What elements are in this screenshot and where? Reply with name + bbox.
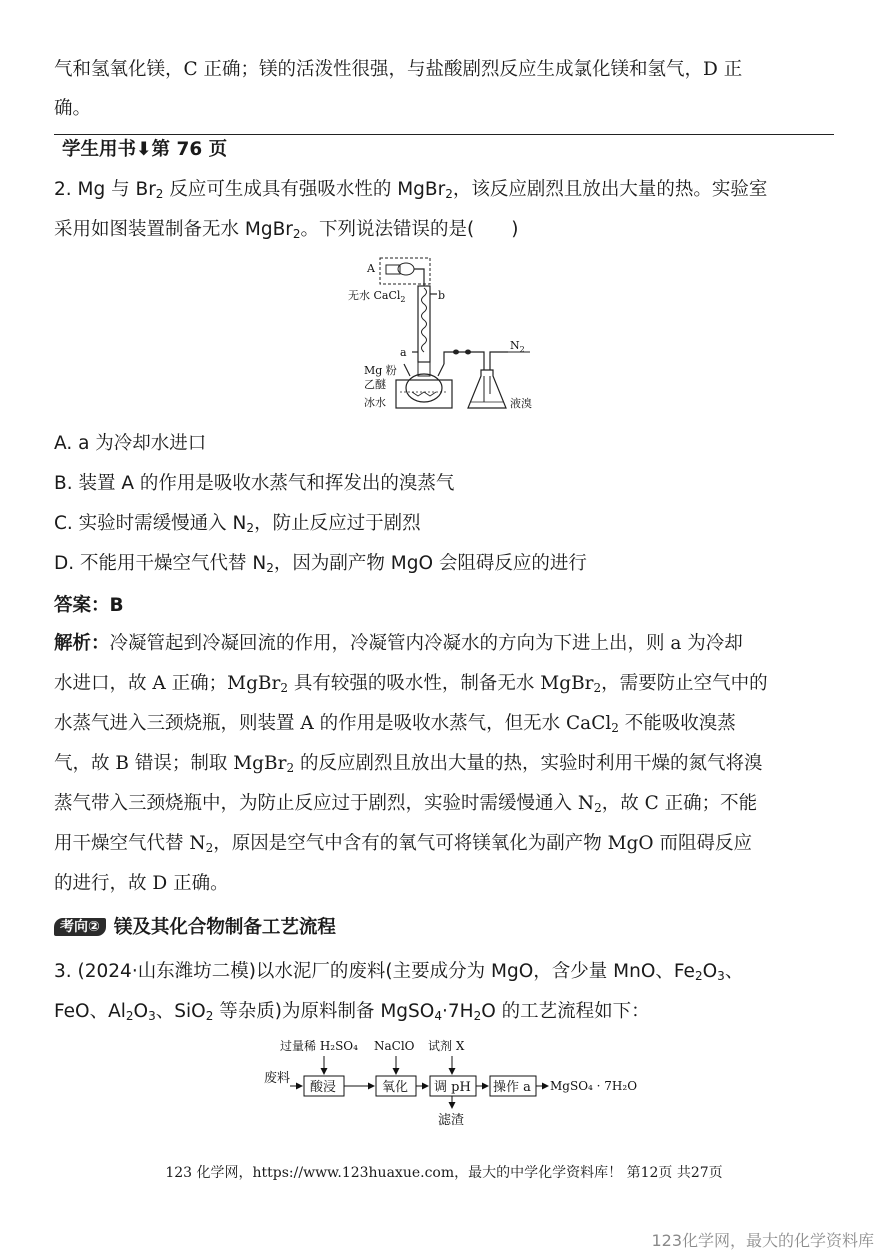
topic-header: 考向② 镁及其化合物制备工艺流程: [54, 916, 844, 940]
apparatus-figure: [340, 252, 550, 418]
label-bromine: 液溴: [510, 397, 532, 410]
flow-input-3: 试剂 X: [428, 1039, 465, 1053]
q2-explanation-line-1: 解析：冷凝管起到冷凝回流的作用，冷凝管内冷凝水的方向为下进上出，则 a 为冷却: [54, 633, 743, 654]
label-ether: 乙醚: [364, 378, 386, 391]
q2-explanation-line-4: 气，故 B 错误；制取 MgBr$_2$ 的反应剧烈且放出大量的热，实验时利用干燥的氮气将溴: [54, 753, 763, 775]
label-a: a: [400, 346, 407, 359]
flow-feed: 废料: [264, 1071, 291, 1086]
q2-explanation-line-2: 水进口，故 A 正确；MgBr$_2$ 具有较强的吸水性，制备无水 MgBr$_2$，需要防止空气中的: [54, 673, 768, 695]
svg-text:酸浸: 酸浸: [310, 1080, 337, 1095]
flow-input-2: NaClO: [374, 1039, 415, 1053]
ice-bath: [396, 380, 452, 408]
q2-explanation-line-5: 蒸气带入三颈烧瓶中，为防止反应过于剧烈，实验时需缓慢通入 $N_2$，故 C 正确；不能: [54, 793, 758, 815]
label-A: A: [367, 262, 375, 275]
q2-explanation-line-3: 水蒸气进入三颈烧瓶，则装置 A 的作用是吸收水蒸气，但无水 CaCl$_2$ 不能吸收溴蒸: [54, 713, 736, 735]
section-header: 学生用书⬇第 76 页: [62, 139, 228, 160]
label-mg: Mg 粉: [364, 364, 397, 377]
drying-tube-box: [380, 258, 430, 284]
watermark: 123化学网，最大的化学资料库: [651, 1231, 874, 1250]
q2-option-a: A. a 为冷却水进口: [54, 433, 207, 454]
q2-stem-line-1: 2. Mg 与 $Br_2$ 反应可生成具有强吸水性的 MgBr$_2$，该反应剧烈且放出大量的热。实验室: [54, 179, 768, 201]
label-n2: $N_2$: [510, 339, 525, 354]
topic-tag: 考向②: [54, 918, 106, 936]
q2-explanation-line-7: 的进行，故 D 正确。: [54, 873, 229, 894]
q2-answer: 答案：B: [54, 595, 124, 616]
q2-option-b: B. 装置 A 的作用是吸收水蒸气和挥发出的溴蒸气: [54, 473, 455, 494]
prev-text-line-1: 气和氢氧化镁，C 正确；镁的活泼性很强，与盐酸剧烈反应生成氯化镁和氢气，D 正: [54, 59, 743, 80]
condenser: [418, 286, 430, 362]
q3-stem-line-2: FeO、$Al_2O_3$、SiO$_2$ 等杂质)为原料制备 $MgSO_4\cdot 7H_2O$ 的工艺流程如下：: [54, 1001, 650, 1023]
flow-product: MgSO₄ · 7H₂O: [550, 1079, 638, 1093]
divider: [54, 134, 834, 135]
three-neck-flask: [406, 374, 442, 402]
q2-option-c: C. 实验时需缓慢通入 $N_2$，防止反应过于剧烈: [54, 513, 421, 535]
label-ice: 冰水: [364, 396, 386, 409]
q2-stem-line-2: 采用如图装置制备无水 MgBr$_2$。下列说法错误的是( ): [54, 219, 519, 241]
svg-text:氧化: 氧化: [382, 1080, 409, 1095]
flow-input-1: 过量稀 H₂SO₄: [280, 1039, 358, 1053]
label-cacl2: 无水 CaCl$_2$: [348, 289, 406, 304]
q3-stem-line-1: 3. (2024·山东潍坊二模)以水泥厂的废料(主要成分为 MgO，含少量 MnO、$Fe_2O_3$、: [54, 961, 744, 983]
svg-text:调 pH: 调 pH: [434, 1080, 471, 1095]
page-footer: 123 化学网，https://www.123huaxue.com，最大的中学化学资料库！ 第12页 共27页: [165, 1165, 723, 1181]
q2-option-d: D. 不能用干燥空气代替 $N_2$，因为副产物 MgO 会阻碍反应的进行: [54, 553, 587, 575]
prev-text-line-2: 确。: [54, 98, 92, 119]
q2-explanation-line-6: 用干燥空气代替 $N_2$，原因是空气中含有的氧气可将镁氧化为副产物 MgO 而阻碍反应: [54, 833, 752, 855]
svg-text:操作 a: 操作 a: [493, 1080, 531, 1095]
process-flow: [262, 1036, 642, 1130]
label-b: b: [438, 289, 446, 302]
flow-residue: 滤渣: [438, 1113, 465, 1128]
